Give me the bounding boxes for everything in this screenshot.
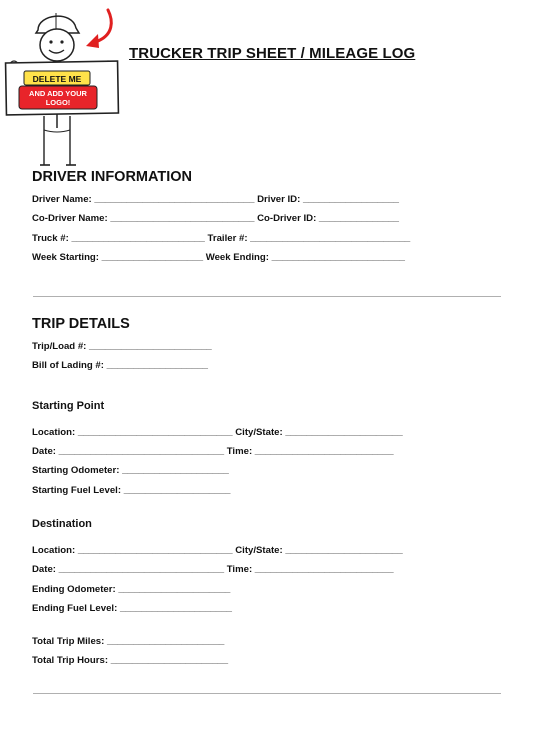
total-trip-hours-row: Total Trip Hours: ______________________ (32, 655, 229, 666)
start-date-row: Date: _______________________________ Time: __________________________ (32, 446, 394, 457)
ending-fuel-row: Ending Fuel Level: _____________________ (32, 603, 232, 614)
bill-of-lading-row: Bill of Lading #: ___________________ (32, 360, 208, 371)
page-title: TRUCKER TRIP SHEET / MILEAGE LOG (129, 45, 416, 62)
starting-fuel-row: Starting Fuel Level: ____________________ (32, 485, 231, 496)
week-row: Week Starting: ___________________ Week Ending: _________________________ (32, 252, 406, 263)
ending-odometer-row: Ending Odometer: _____________________ (32, 584, 231, 595)
logo-text-line2: AND ADD YOUR (29, 89, 87, 98)
start-location-row: Location: _____________________________ City/State: ______________________ (32, 427, 403, 438)
truck-row: Truck #: _________________________ Trailer #: ______________________________ (32, 233, 411, 244)
dest-date-row: Date: _______________________________ Time: __________________________ (32, 564, 394, 575)
destination-heading: Destination (32, 518, 92, 530)
driver-name-row: Driver Name: ______________________________ Driver ID: __________________ (32, 194, 400, 205)
trip-load-row: Trip/Load #: _______________________ (32, 341, 212, 352)
starting-odometer-row: Starting Odometer: ____________________ (32, 465, 229, 476)
trip-details-heading: TRIP DETAILS (32, 316, 130, 332)
section-divider (33, 296, 501, 297)
starting-point-heading: Starting Point (32, 400, 105, 412)
dest-location-row: Location: _____________________________ City/State: ______________________ (32, 545, 403, 556)
driver-information-heading: DRIVER INFORMATION (32, 169, 193, 185)
total-trip-miles-row: Total Trip Miles: ______________________ (32, 636, 225, 647)
logo-placeholder-illustration (0, 0, 125, 172)
logo-text-line1: DELETE ME (32, 74, 82, 84)
logo-text-line3: LOGO! (45, 98, 71, 107)
co-driver-name-row: Co-Driver Name: ___________________________ Co-Driver ID: _______________ (32, 213, 399, 224)
section-divider (33, 693, 501, 694)
